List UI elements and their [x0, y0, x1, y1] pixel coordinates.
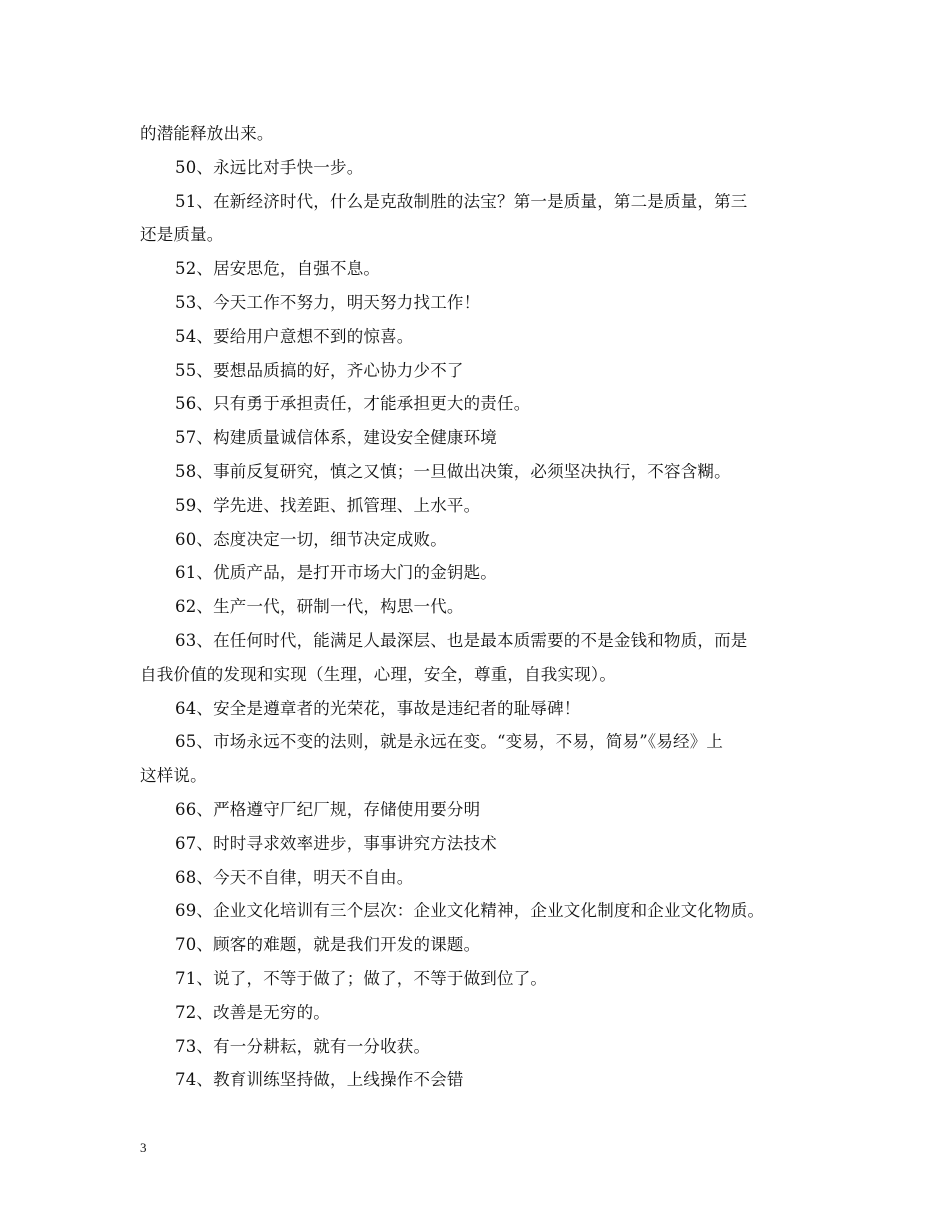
text-paragraph-line: 70、顾客的难题，就是我们开发的课题。: [175, 935, 481, 955]
text-paragraph-line: 51、在新经济时代，什么是克敌制胜的法宝？第一是质量，第二是质量，第三: [175, 191, 748, 211]
text-paragraph-line: 60、态度决定一切，细节决定成败。: [175, 529, 447, 549]
text-paragraph-line: 65、市场永远不变的法则，就是永远在变。“变易，不易，简易”《易经》上: [175, 732, 724, 752]
text-paragraph-line: 69、企业文化培训有三个层次：企业文化精神，企业文化制度和企业文化物质。: [175, 901, 765, 921]
text-paragraph-line: 58、事前反复研究，慎之又慎；一旦做出决策，必须坚决执行，不容含糊。: [175, 461, 731, 481]
text-continuation-line: 的潜能释放出来。: [140, 124, 274, 143]
page-number: 3: [140, 1140, 147, 1155]
text-paragraph-line: 62、生产一代，研制一代，构思一代。: [175, 597, 464, 617]
text-paragraph-line: 67、时时寻求效率进步，事事讲究方法技术: [175, 833, 497, 853]
text-paragraph-line: 50、永远比对手快一步。: [175, 157, 364, 177]
text-continuation-line: 还是质量。: [140, 225, 224, 245]
text-paragraph-line: 56、只有勇于承担责任，才能承担更大的责任。: [175, 394, 531, 414]
text-paragraph-line: 71、说了，不等于做了；做了，不等于做到位了。: [175, 968, 548, 988]
text-paragraph-line: 52、居安思危，自强不息。: [175, 259, 381, 279]
text-paragraph-line: 55、要想品质搞的好，齐心协力少不了: [175, 360, 464, 380]
text-paragraph-line: 53、今天工作不努力，明天努力找工作！: [175, 292, 481, 312]
text-paragraph-line: 64、安全是遵章者的光荣花，事故是违纪者的耻辱碑！: [175, 698, 581, 718]
text-paragraph-line: 74、教育训练坚持做，上线操作不会错: [175, 1070, 464, 1090]
text-paragraph-line: 66、严格遵守厂纪厂规，存储使用要分明: [175, 799, 481, 819]
text-paragraph-line: 57、构建质量诚信体系，建设安全健康环境: [175, 428, 497, 448]
text-paragraph-line: 59、学先进、找差距、抓管理、上水平。: [175, 495, 481, 515]
document-body: [140, 117, 830, 1097]
text-continuation-line: 自我价值的发现和实现（生理，心理，安全，尊重，自我实现）。: [140, 664, 617, 684]
text-paragraph-line: 68、今天不自律，明天不自由。: [175, 867, 414, 887]
text-continuation-line: 这样说。: [140, 766, 207, 786]
text-paragraph-line: 61、优质产品，是打开市场大门的金钥匙。: [175, 563, 497, 583]
text-paragraph-line: 63、在任何时代，能满足人最深层、也是最本质需要的不是金钱和物质，而是: [175, 630, 748, 650]
text-paragraph-line: 73、有一分耕耘，就有一分收获。: [175, 1036, 431, 1056]
text-paragraph-line: 72、改善是无穷的。: [175, 1002, 330, 1022]
text-paragraph-line: 54、要给用户意想不到的惊喜。: [175, 326, 414, 346]
